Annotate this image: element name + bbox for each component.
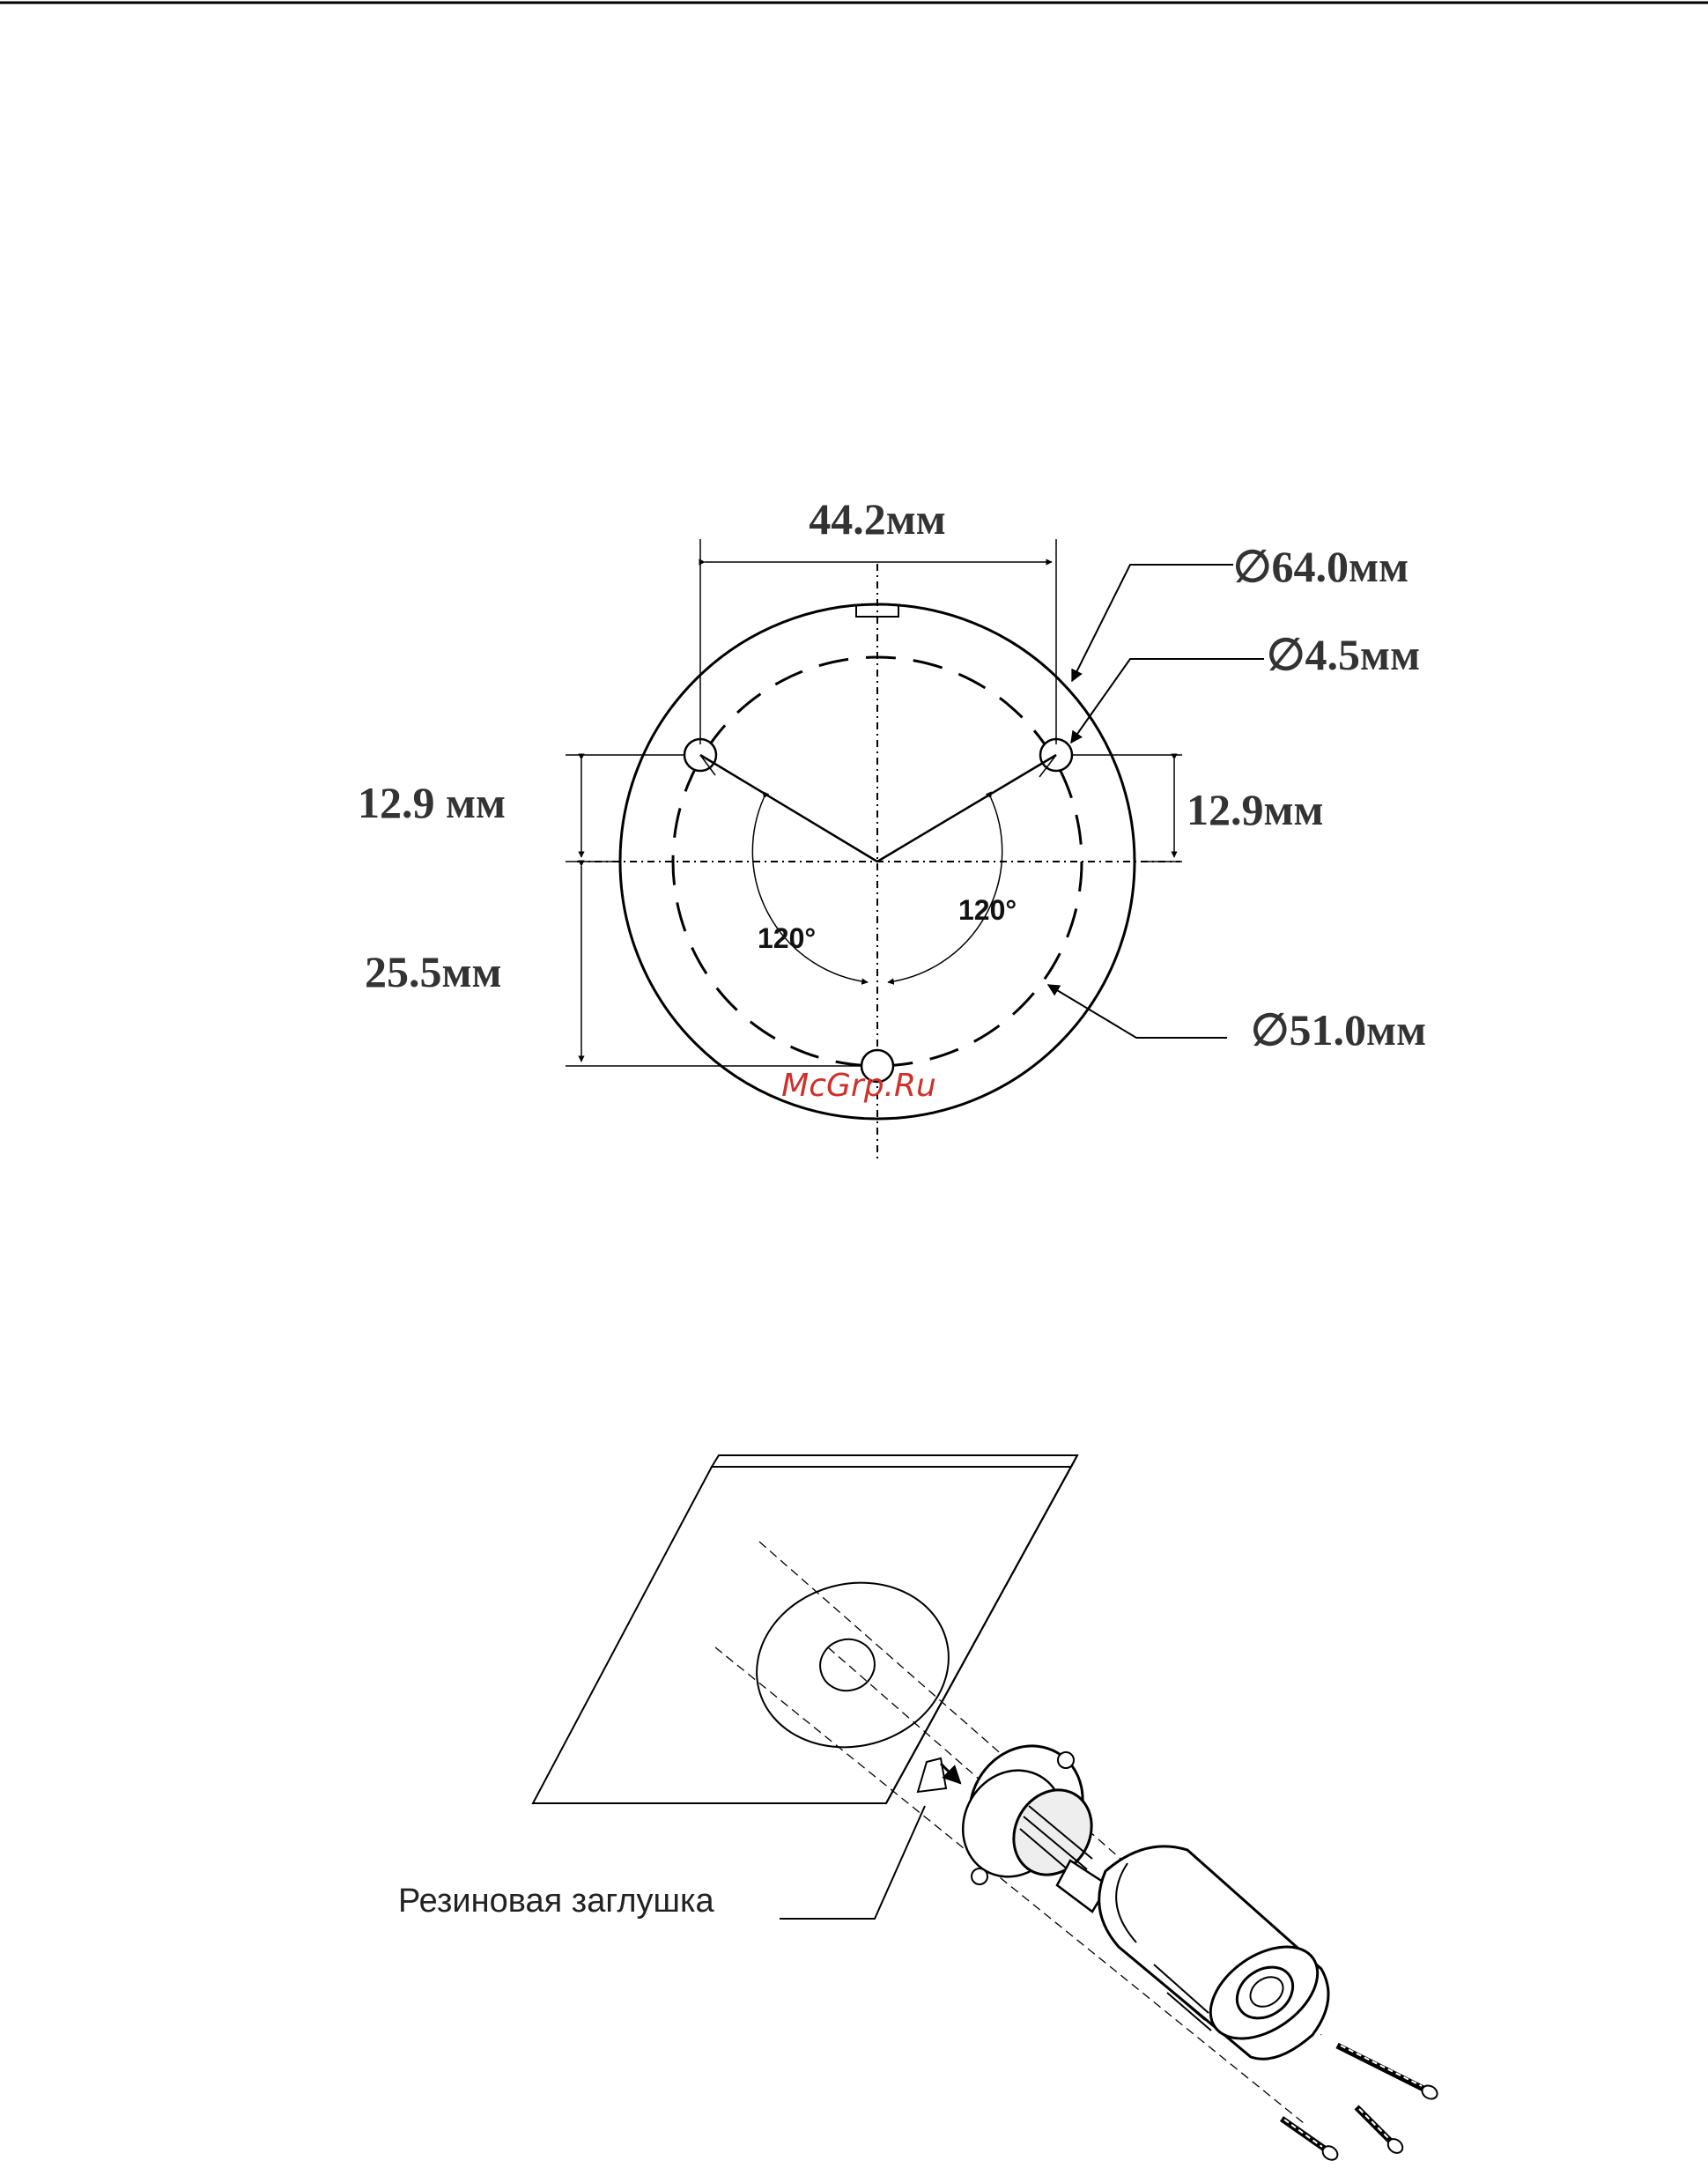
wall-plate-top-edge bbox=[712, 1455, 1077, 1467]
leader-outer-diameter bbox=[1072, 565, 1233, 681]
screw-2 bbox=[1357, 2107, 1405, 2156]
dim-label-outer-diameter: ∅64.0мм bbox=[1233, 542, 1409, 591]
screw-1 bbox=[1337, 2046, 1439, 2102]
dim-label-left-upper: 12.9 мм bbox=[358, 778, 506, 827]
base-hole-2 bbox=[1058, 1752, 1074, 1768]
angle-label-right: 120° bbox=[958, 894, 1017, 926]
dim-label-hole-diameter: ∅4.5мм bbox=[1267, 630, 1421, 679]
radial-line-left bbox=[700, 755, 877, 862]
installation-diagram bbox=[398, 1455, 1439, 2163]
dim-label-left-lower: 25.5мм bbox=[365, 947, 502, 996]
dim-label-top: 44.2мм bbox=[809, 494, 946, 544]
dim-label-right-upper: 12.9мм bbox=[1187, 785, 1324, 834]
screw-3 bbox=[1282, 2119, 1340, 2163]
callout-label-rubber-plug: Резиновая заглушка bbox=[398, 1883, 714, 1920]
callout-leader bbox=[780, 1806, 925, 1919]
dim-label-inner-diameter: ∅51.0мм bbox=[1251, 1005, 1427, 1054]
radial-line-right bbox=[877, 755, 1056, 862]
angle-arc-left bbox=[752, 798, 868, 982]
watermark: McGrp.Ru bbox=[781, 1068, 936, 1104]
leader-hole-diameter bbox=[1071, 659, 1264, 743]
mounting-template-diagram bbox=[358, 494, 1426, 1158]
leader-inner-diameter bbox=[1048, 985, 1227, 1038]
angle-arc-right bbox=[888, 798, 1002, 982]
angle-label-left: 120° bbox=[758, 922, 817, 954]
base-hole-1 bbox=[972, 1868, 987, 1884]
